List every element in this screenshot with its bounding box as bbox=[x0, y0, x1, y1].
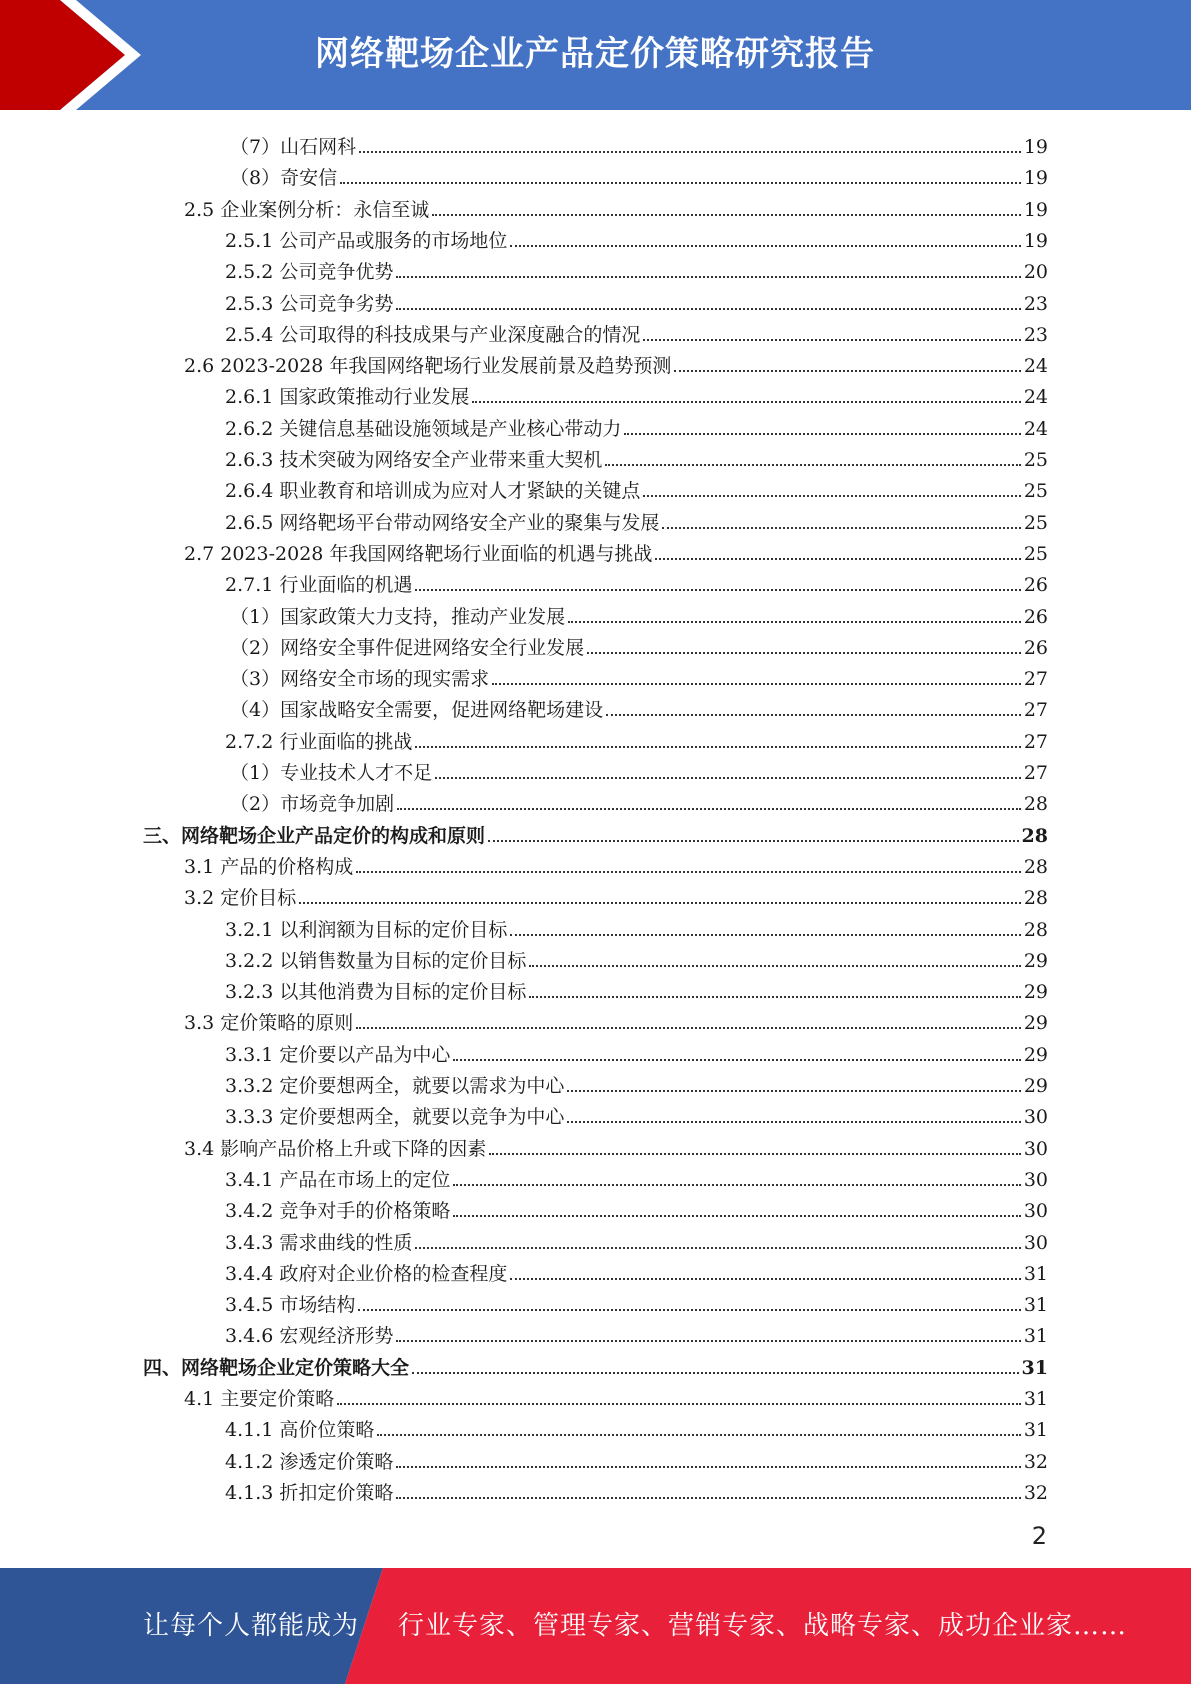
toc-entry[interactable] bbox=[225, 1066, 1048, 1097]
toc-entry[interactable] bbox=[184, 346, 1048, 377]
toc-entry[interactable] bbox=[225, 252, 1048, 283]
toc-entry-title: （2）市场竞争加剧 bbox=[230, 793, 395, 816]
toc-entry-title: 3.4 影响产品价格上升或下降的因素 bbox=[184, 1137, 487, 1160]
toc-entry[interactable] bbox=[225, 1191, 1048, 1222]
toc-entry-title: 2.6.4 职业教育和培训成为应对人才紧缺的关键点 bbox=[225, 480, 641, 503]
toc-entry[interactable] bbox=[225, 910, 1048, 941]
toc-leader-dots bbox=[396, 1466, 1020, 1468]
toc-entry-page: 25 bbox=[1023, 449, 1048, 471]
toc-leader-dots bbox=[415, 1247, 1020, 1249]
toc-entry-title: （4）国家战略安全需要，促进网络靶场建设 bbox=[230, 699, 604, 722]
toc-entry-page: 27 bbox=[1023, 668, 1048, 691]
toc-leader-dots bbox=[340, 182, 1021, 184]
toc-entry[interactable] bbox=[225, 972, 1048, 1003]
toc-entry-title: 4.1 主要定价策略 bbox=[184, 1388, 335, 1410]
toc-entry-title: 2.5.4 公司取得的科技成果与产业深度融合的情况 bbox=[225, 323, 641, 346]
toc-entry[interactable] bbox=[225, 471, 1048, 502]
toc-entry-page: 29 bbox=[1023, 1043, 1048, 1066]
toc-leader-dots bbox=[396, 1340, 1020, 1342]
toc-leader-dots bbox=[587, 652, 1021, 654]
toc-entry-title: （2）网络安全事件促进网络安全行业发展 bbox=[230, 636, 585, 659]
toc-leader-dots bbox=[674, 370, 1020, 372]
toc-entry[interactable] bbox=[184, 847, 1048, 878]
toc-entry-title: 3.4.6 宏观经济形势 bbox=[225, 1325, 394, 1348]
toc-entry-page: 24 bbox=[1023, 386, 1048, 409]
toc-entry-page: 28 bbox=[1021, 824, 1048, 847]
toc-entry-title: 四、网络靶场企业定价策略大全 bbox=[143, 1356, 410, 1379]
toc-leader-dots bbox=[624, 433, 1020, 435]
toc-leader-dots bbox=[510, 245, 1020, 247]
toc-entry-title: 2.5.3 公司竞争劣势 bbox=[225, 292, 394, 315]
toc-leader-dots bbox=[412, 1372, 1019, 1374]
toc-entry-page: 28 bbox=[1023, 855, 1048, 878]
toc-entry-title: 3.2.1 以利润额为目标的定价目标 bbox=[225, 918, 508, 941]
toc-entry-page: 26 bbox=[1023, 574, 1048, 597]
toc-entry-title: 2.5 企业案例分析：永信至诚 bbox=[184, 198, 430, 221]
toc-entry-title: （1）国家政策大力支持，推动产业发展 bbox=[230, 605, 566, 628]
toc-entry-title: （3）网络安全市场的现实需求 bbox=[230, 668, 490, 691]
toc-entry[interactable] bbox=[225, 1035, 1048, 1066]
toc-entry-page: 26 bbox=[1023, 605, 1048, 628]
toc-entry-page: 23 bbox=[1023, 292, 1048, 315]
toc-entry[interactable] bbox=[230, 784, 1048, 815]
toc-entry-title: 4.1.3 折扣定价策略 bbox=[225, 1481, 394, 1504]
toc-leader-dots bbox=[643, 339, 1020, 341]
toc-leader-dots bbox=[396, 1497, 1020, 1499]
toc-leader-dots bbox=[397, 808, 1021, 810]
toc-entry-title: 3.3.2 定价要想两全，就要以需求为中心 bbox=[225, 1075, 565, 1097]
toc-entry-page: 27 bbox=[1023, 730, 1048, 753]
footer-slogan-right: 行业专家、管理专家、营销专家、战略专家、成功企业家…… bbox=[398, 1611, 1128, 1641]
toc-entry-page: 29 bbox=[1023, 1075, 1048, 1097]
toc-entry[interactable] bbox=[225, 284, 1048, 315]
toc-entry-page: 29 bbox=[1023, 1012, 1048, 1035]
toc-leader-dots bbox=[359, 151, 1021, 153]
toc-leader-dots bbox=[662, 527, 1020, 529]
toc-entry-page: 30 bbox=[1023, 1168, 1048, 1191]
toc-entry-title: （1）专业技术人才不足 bbox=[230, 762, 433, 784]
toc-entry-title: 2.5.2 公司竞争优势 bbox=[225, 261, 394, 284]
toc-leader-dots bbox=[299, 902, 1021, 904]
toc-leader-dots bbox=[568, 621, 1021, 623]
toc-entry[interactable] bbox=[143, 816, 1048, 847]
toc-leader-dots bbox=[655, 558, 1020, 560]
toc-leader-dots bbox=[529, 965, 1020, 967]
toc-entry[interactable] bbox=[225, 503, 1048, 534]
toc-entry-page: 30 bbox=[1023, 1200, 1048, 1223]
toc-entry[interactable] bbox=[184, 190, 1048, 221]
toc-entry-title: 2.6.1 国家政策推动行业发展 bbox=[225, 386, 470, 409]
toc-entry[interactable] bbox=[143, 1348, 1048, 1379]
toc-entry[interactable] bbox=[225, 565, 1048, 596]
toc-entry-page: 24 bbox=[1023, 355, 1048, 378]
toc-entry[interactable] bbox=[225, 377, 1048, 408]
footer-slogan-left: 让每个人都能成为 bbox=[143, 1611, 360, 1641]
toc-leader-dots bbox=[453, 1215, 1020, 1217]
toc-entry-page: 31 bbox=[1021, 1356, 1048, 1379]
toc-entry[interactable] bbox=[225, 941, 1048, 972]
toc-leader-dots bbox=[453, 1059, 1020, 1061]
report-title: 网络靶场企业产品定价策略研究报告 bbox=[315, 34, 875, 74]
toc-entry[interactable] bbox=[184, 1379, 1048, 1410]
toc-entry[interactable] bbox=[184, 1003, 1048, 1034]
toc-entry-title: 2.7 2023-2028 年我国网络靶场行业面临的机遇与挑战 bbox=[184, 542, 653, 565]
toc-leader-dots bbox=[415, 589, 1020, 591]
toc-entry-page: 19 bbox=[1023, 198, 1048, 221]
toc-entry-page: 31 bbox=[1023, 1419, 1048, 1442]
toc-entry[interactable] bbox=[225, 1316, 1048, 1347]
toc-entry-title: 3.2.3 以其他消费为目标的定价目标 bbox=[225, 981, 527, 1004]
toc-leader-dots bbox=[605, 464, 1020, 466]
toc-leader-dots bbox=[567, 1121, 1020, 1123]
toc-entry[interactable] bbox=[184, 534, 1048, 565]
toc-entry-page: 23 bbox=[1023, 323, 1048, 346]
toc-leader-dots bbox=[432, 214, 1021, 216]
toc-entry-title: （8）奇安信 bbox=[230, 167, 338, 190]
toc-entry-title: 2.6.2 关键信息基础设施领域是产业核心带动力 bbox=[225, 417, 622, 440]
toc-entry-title: 3.4.3 需求曲线的性质 bbox=[225, 1231, 413, 1254]
toc-entry[interactable] bbox=[230, 158, 1048, 189]
toc-leader-dots bbox=[492, 683, 1021, 685]
toc-entry[interactable] bbox=[230, 659, 1048, 690]
toc-leader-dots bbox=[510, 934, 1020, 936]
toc-entry-page: 28 bbox=[1023, 887, 1048, 910]
toc-entry[interactable] bbox=[225, 409, 1048, 440]
toc-entry[interactable] bbox=[184, 878, 1048, 909]
toc-entry-page: 31 bbox=[1023, 1294, 1048, 1317]
toc-entry[interactable] bbox=[225, 1473, 1048, 1504]
toc-entry-title: 3.1 产品的价格构成 bbox=[184, 855, 354, 878]
toc-entry[interactable] bbox=[225, 440, 1048, 471]
toc-entry-page: 31 bbox=[1023, 1262, 1048, 1285]
toc-entry[interactable] bbox=[225, 1223, 1048, 1254]
toc-entry-page: 20 bbox=[1023, 261, 1048, 284]
page-number: 2 bbox=[1031, 1522, 1047, 1550]
toc-entry-page: 32 bbox=[1023, 1450, 1048, 1473]
toc-leader-dots bbox=[567, 1090, 1020, 1092]
header-arrow-icon bbox=[0, 0, 260, 110]
toc-leader-dots bbox=[396, 276, 1020, 278]
toc-leader-dots bbox=[337, 1403, 1021, 1405]
toc-leader-dots bbox=[356, 1027, 1021, 1029]
toc-leader-dots bbox=[396, 308, 1020, 310]
toc-entry-title: 三、网络靶场企业产品定价的构成和原则 bbox=[143, 824, 486, 847]
toc-leader-dots bbox=[489, 1153, 1021, 1155]
toc-entry-page: 30 bbox=[1023, 1231, 1048, 1254]
toc-entry-title: 3.3 定价策略的原则 bbox=[184, 1012, 354, 1035]
toc-entry[interactable] bbox=[230, 628, 1048, 659]
toc-entry-title: 3.4.5 市场结构 bbox=[225, 1294, 356, 1317]
toc-entry-page: 31 bbox=[1023, 1388, 1048, 1410]
toc-entry[interactable] bbox=[230, 753, 1048, 784]
toc-entry-title: 3.2 定价目标 bbox=[184, 887, 297, 910]
toc-entry-page: 19 bbox=[1023, 229, 1048, 252]
toc-entry-title: 4.1.1 高价位策略 bbox=[225, 1419, 375, 1442]
toc-entry-page: 27 bbox=[1023, 699, 1048, 722]
toc-entry-title: 3.4.4 政府对企业价格的检查程度 bbox=[225, 1262, 508, 1285]
toc-leader-dots bbox=[510, 1278, 1020, 1280]
toc-entry-title: 2.7.1 行业面临的机遇 bbox=[225, 574, 413, 597]
toc-entry-page: 31 bbox=[1023, 1325, 1048, 1348]
toc-entry[interactable] bbox=[225, 1442, 1048, 1473]
toc-entry[interactable] bbox=[225, 315, 1048, 346]
toc-entry-page: 25 bbox=[1023, 480, 1048, 503]
toc-entry-title: 2.7.2 行业面临的挑战 bbox=[225, 730, 413, 753]
toc-leader-dots bbox=[606, 714, 1021, 716]
toc-entry[interactable] bbox=[225, 1410, 1048, 1441]
toc-leader-dots bbox=[453, 1184, 1020, 1186]
toc-entry-page: 32 bbox=[1023, 1481, 1048, 1504]
page-footer bbox=[0, 1568, 1191, 1684]
toc-entry-page: 28 bbox=[1023, 793, 1048, 816]
toc-entry[interactable] bbox=[230, 690, 1048, 721]
toc-entry[interactable] bbox=[225, 1097, 1048, 1128]
toc-entry[interactable] bbox=[225, 221, 1048, 252]
toc-leader-dots bbox=[358, 1309, 1020, 1311]
toc-entry[interactable] bbox=[184, 1129, 1048, 1160]
toc-entry-page: 26 bbox=[1023, 636, 1048, 659]
toc-entry-title: 4.1.2 渗透定价策略 bbox=[225, 1450, 394, 1473]
toc-leader-dots bbox=[377, 1434, 1020, 1436]
toc-entry[interactable] bbox=[230, 597, 1048, 628]
toc-entry-title: 2.6.3 技术突破为网络安全产业带来重大契机 bbox=[225, 449, 603, 471]
toc-entry[interactable] bbox=[225, 1285, 1048, 1316]
toc-entry-page: 19 bbox=[1023, 136, 1048, 158]
toc-entry-title: 2.6.5 网络靶场平台带动网络安全产业的聚集与发展 bbox=[225, 511, 660, 534]
toc-entry-page: 24 bbox=[1023, 417, 1048, 440]
toc-entry[interactable] bbox=[225, 1254, 1048, 1285]
toc-leader-dots bbox=[529, 996, 1020, 998]
toc-entry-title: 3.2.2 以销售数量为目标的定价目标 bbox=[225, 949, 527, 972]
toc-leader-dots bbox=[435, 777, 1021, 779]
toc-entry-page: 28 bbox=[1023, 918, 1048, 941]
toc-entry-page: 19 bbox=[1023, 167, 1048, 190]
toc-leader-dots bbox=[472, 401, 1020, 403]
toc-entry-page: 25 bbox=[1023, 542, 1048, 565]
toc-entry-title: 3.4.1 产品在市场上的定位 bbox=[225, 1168, 451, 1191]
toc-entry-title: （7）山石网科 bbox=[230, 136, 357, 158]
toc-entry[interactable] bbox=[225, 722, 1048, 753]
toc-entry-page: 27 bbox=[1023, 762, 1048, 784]
toc-entry-title: 3.3.1 定价要以产品为中心 bbox=[225, 1043, 451, 1066]
toc-entry[interactable] bbox=[230, 127, 1048, 158]
toc-leader-dots bbox=[488, 840, 1019, 842]
toc-entry-title: 2.5.1 公司产品或服务的市场地位 bbox=[225, 229, 508, 252]
toc-entry-title: 3.3.3 定价要想两全，就要以竞争为中心 bbox=[225, 1106, 565, 1129]
toc-entry-page: 30 bbox=[1023, 1106, 1048, 1129]
toc-entry-page: 25 bbox=[1023, 511, 1048, 534]
toc-entry-page: 29 bbox=[1023, 981, 1048, 1004]
toc-leader-dots bbox=[356, 871, 1021, 873]
toc-entry-title: 2.6 2023-2028 年我国网络靶场行业发展前景及趋势预测 bbox=[184, 355, 672, 378]
toc-entry-page: 29 bbox=[1023, 949, 1048, 972]
toc-entry[interactable] bbox=[225, 1160, 1048, 1191]
page-header bbox=[0, 0, 1191, 110]
toc-entry-page: 30 bbox=[1023, 1137, 1048, 1160]
toc-leader-dots bbox=[643, 495, 1020, 497]
toc-leader-dots bbox=[415, 746, 1020, 748]
toc-entry-title: 3.4.2 竞争对手的价格策略 bbox=[225, 1200, 451, 1223]
